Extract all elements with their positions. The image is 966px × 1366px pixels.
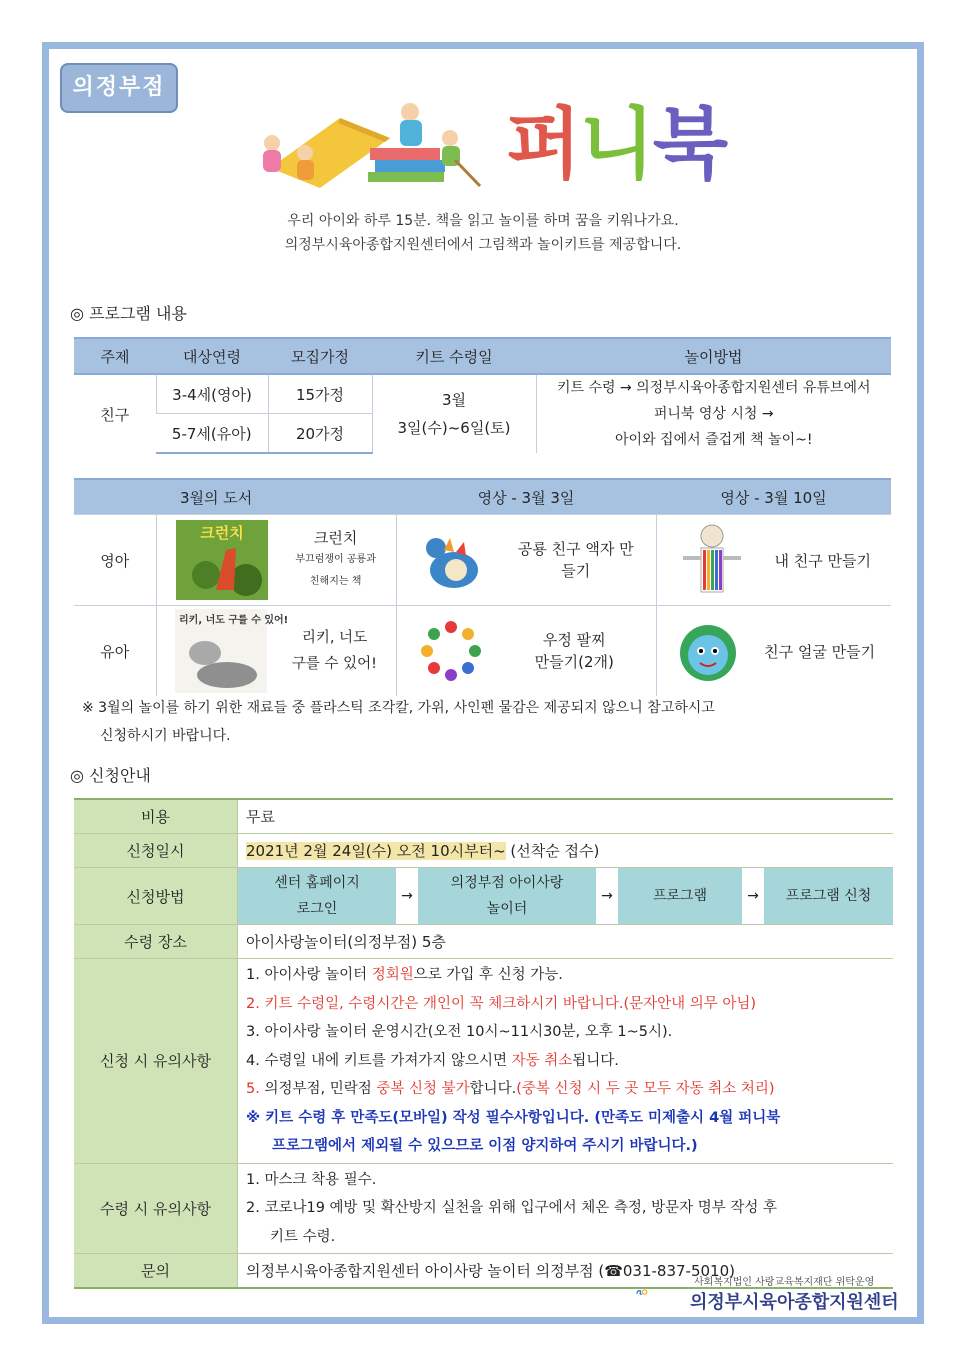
caution-item-2: 2. 키트 수령일, 수령시간은 개인이 꼭 체크하시기 바랍니다.(문자안내 의무 아님) <box>246 995 757 1012</box>
book-cover-crunch <box>176 520 268 600</box>
row-label-infant: 영아 <box>74 515 156 606</box>
reading-children-illustration <box>250 98 490 188</box>
col-header-video1: 영상 - 3월 3일 <box>396 479 656 515</box>
cost-value: 무료 <box>238 799 894 834</box>
section-apply-heading: ◎ 신청안내 <box>70 766 151 785</box>
kit-date-range: 3일(수)~6일(토) <box>397 419 511 437</box>
step-program: 프로그램 <box>618 868 742 924</box>
video2-cell-child <box>656 606 891 697</box>
col-header-books: 3월의 도서 <box>156 479 396 515</box>
step2-line2: 놀이터 <box>486 901 528 917</box>
kit-date-cell <box>372 374 536 453</box>
survey-notice-2: 프로그램에서 제외될 수 있으므로 이점 양지하여 주시기 바랍니다.) <box>272 1138 698 1154</box>
date-highlight: 2021년 2월 24일(수) 오전 10시부터~ <box>246 842 506 860</box>
intro-line-1: 우리 아이와 하루 15분. 책을 읽고 놀이를 하며 꿈을 키워나가요. <box>287 213 679 229</box>
pickup-label: 수령 시 유의사항 <box>74 1163 238 1254</box>
video1-cell-child <box>396 606 656 697</box>
date-value <box>238 834 894 868</box>
video2-title-infant: 내 친구 만들기 <box>774 551 871 570</box>
pickup-item-1: 1. 마스크 착용 필수. <box>246 1171 377 1188</box>
caution-list <box>238 959 894 1164</box>
puppet-friend-image <box>677 522 747 598</box>
arrow-icon: → <box>401 888 413 904</box>
program-table <box>74 337 891 454</box>
book-cell-infant <box>156 515 396 606</box>
materials-note-2: 신청하시기 바랍니다. <box>100 728 231 744</box>
place-label: 수령 장소 <box>74 925 238 959</box>
col-header-kit-date: 키트 수령일 <box>372 338 536 374</box>
pickup-list <box>238 1163 894 1254</box>
method-line-3: 아이와 집에서 즐겁게 책 놀이~! <box>615 432 813 448</box>
age-cell: 5-7세(유아) <box>156 414 268 454</box>
video1-cell-infant <box>396 515 656 606</box>
arrow-icon: → <box>747 888 759 904</box>
topic-cell: 친구 <box>100 405 130 424</box>
step-playground <box>418 868 596 924</box>
caution-item-5: 5. 의정부점, 민락점 중복 신청 불가합니다.(중복 신청 시 두 곳 모두 자동 취소 처리) <box>246 1081 775 1097</box>
caution-label: 신청 시 유의사항 <box>74 959 238 1164</box>
pickup-item-2-cont: 키트 수령. <box>270 1228 336 1245</box>
step1-line2: 로그인 <box>296 901 338 917</box>
video1-title-child-1: 우정 팔찌 <box>542 631 606 649</box>
caution-item-4: 4. 수령일 내에 키트를 가져가지 않으시면 자동 취소됩니다. <box>246 1052 619 1069</box>
video1-title-child-2: 만들기(2개) <box>534 653 614 671</box>
page-title: 퍼니북 <box>506 100 727 190</box>
dinosaur-frame-image <box>416 524 488 596</box>
materials-note-1: ※ 3월의 놀이를 하기 위한 재료들 중 플라스틱 조각칼, 가위, 사인펜 물감은 제공되지 않으니 참고하시고 <box>82 700 715 716</box>
book-cell-child <box>156 606 396 697</box>
date-label: 신청일시 <box>74 834 238 868</box>
col-header-count: 모집가정 <box>268 338 372 374</box>
cost-label: 비용 <box>74 799 238 834</box>
caution-item-3: 3. 아이사랑 놀이터 운영시간(오전 10시~11시30분, 오후 1~5시). <box>246 1024 673 1040</box>
method-cell <box>536 374 891 453</box>
method-line-1: 키트 수령 → 의정부시육아종합지원센터 유튜브에서 <box>556 380 871 396</box>
book-title-infant: 크런치 <box>313 529 358 547</box>
intro-line-2: 의정부시육아종합지원센터에서 그림책과 놀이키트를 제공합니다. <box>284 237 682 253</box>
count-cell: 15가정 <box>268 374 372 414</box>
col-header-topic: 주제 <box>74 338 156 374</box>
col-header-video2: 영상 - 3월 10일 <box>656 479 891 515</box>
svg-text:리키, 너도 구를 수 있어!: 리키, 너도 구를 수 있어! <box>178 615 289 626</box>
friend-face-image <box>672 615 744 687</box>
branch-badge: 의정부점 <box>60 63 178 113</box>
row-label-child: 유아 <box>74 606 156 697</box>
arrow-icon: → <box>601 888 613 904</box>
col-header-method: 놀이방법 <box>536 338 891 374</box>
center-logo-icon <box>636 1272 692 1312</box>
col-header-age: 대상연령 <box>156 338 268 374</box>
method-line-2: 퍼니북 영상 시청 → <box>653 406 774 422</box>
count-cell: 20가정 <box>268 414 372 454</box>
book-title-child-1: 리키, 너도 <box>301 630 368 646</box>
pickup-item-2: 2. 코로나19 예방 및 확산방지 실천을 위해 입구에서 체온 측정, 방문자 명부 작성 후 <box>246 1200 778 1216</box>
step-program-apply: 프로그램 신청 <box>764 868 893 924</box>
contact-label: 문의 <box>74 1254 238 1289</box>
step2-line1: 의정부점 아이사랑 <box>450 875 564 891</box>
caution-item-1: 1. 아이사랑 놀이터 정회원으로 가입 후 신청 가능. <box>246 967 563 983</box>
book-sub-1: 부끄럼쟁이 공룡과 <box>295 554 376 565</box>
date-rest: (선착순 접수) <box>505 842 600 860</box>
method-steps <box>238 868 894 925</box>
method-label: 신청방법 <box>74 868 238 925</box>
section-program-heading: ◎ 프로그램 내용 <box>70 304 187 323</box>
video2-cell-infant <box>656 515 891 606</box>
kit-date-month: 3월 <box>441 391 467 409</box>
place-value: 아이사랑놀이터(의정부점) 5층 <box>238 925 894 959</box>
step1-line1: 센터 홈페이지 <box>274 875 360 891</box>
book-title-child-2: 구를 수 있어! <box>291 656 377 672</box>
step-homepage-login <box>238 868 396 924</box>
contact-value: 의정부시육아종합지원센터 아이사랑 놀이터 의정부점 (☎031-837-5010) <box>238 1254 894 1289</box>
video1-title-infant: 공룡 친구 액자 만들기 <box>517 540 634 580</box>
video2-title-child: 친구 얼굴 만들기 <box>764 642 876 661</box>
friendship-bracelet-image <box>418 618 484 684</box>
svg-text:크런치: 크런치 <box>200 524 244 542</box>
application-table <box>74 798 893 1289</box>
footer-center-name: 의정부시육아종합지원센터 <box>690 1292 899 1313</box>
book-cover-ricky <box>175 609 289 693</box>
survey-notice-1: ※ 키트 수령 후 만족도(모바일) 작성 필수사항입니다. (만족도 미제출시 4월 퍼니북 <box>246 1109 781 1126</box>
footer-operator: 사회복지법인 사랑교육복지재단 위탁운영 <box>694 1277 875 1288</box>
age-cell: 3-4세(영아) <box>156 374 268 414</box>
books-table <box>74 478 891 696</box>
book-sub-2: 친해지는 책 <box>309 576 362 587</box>
